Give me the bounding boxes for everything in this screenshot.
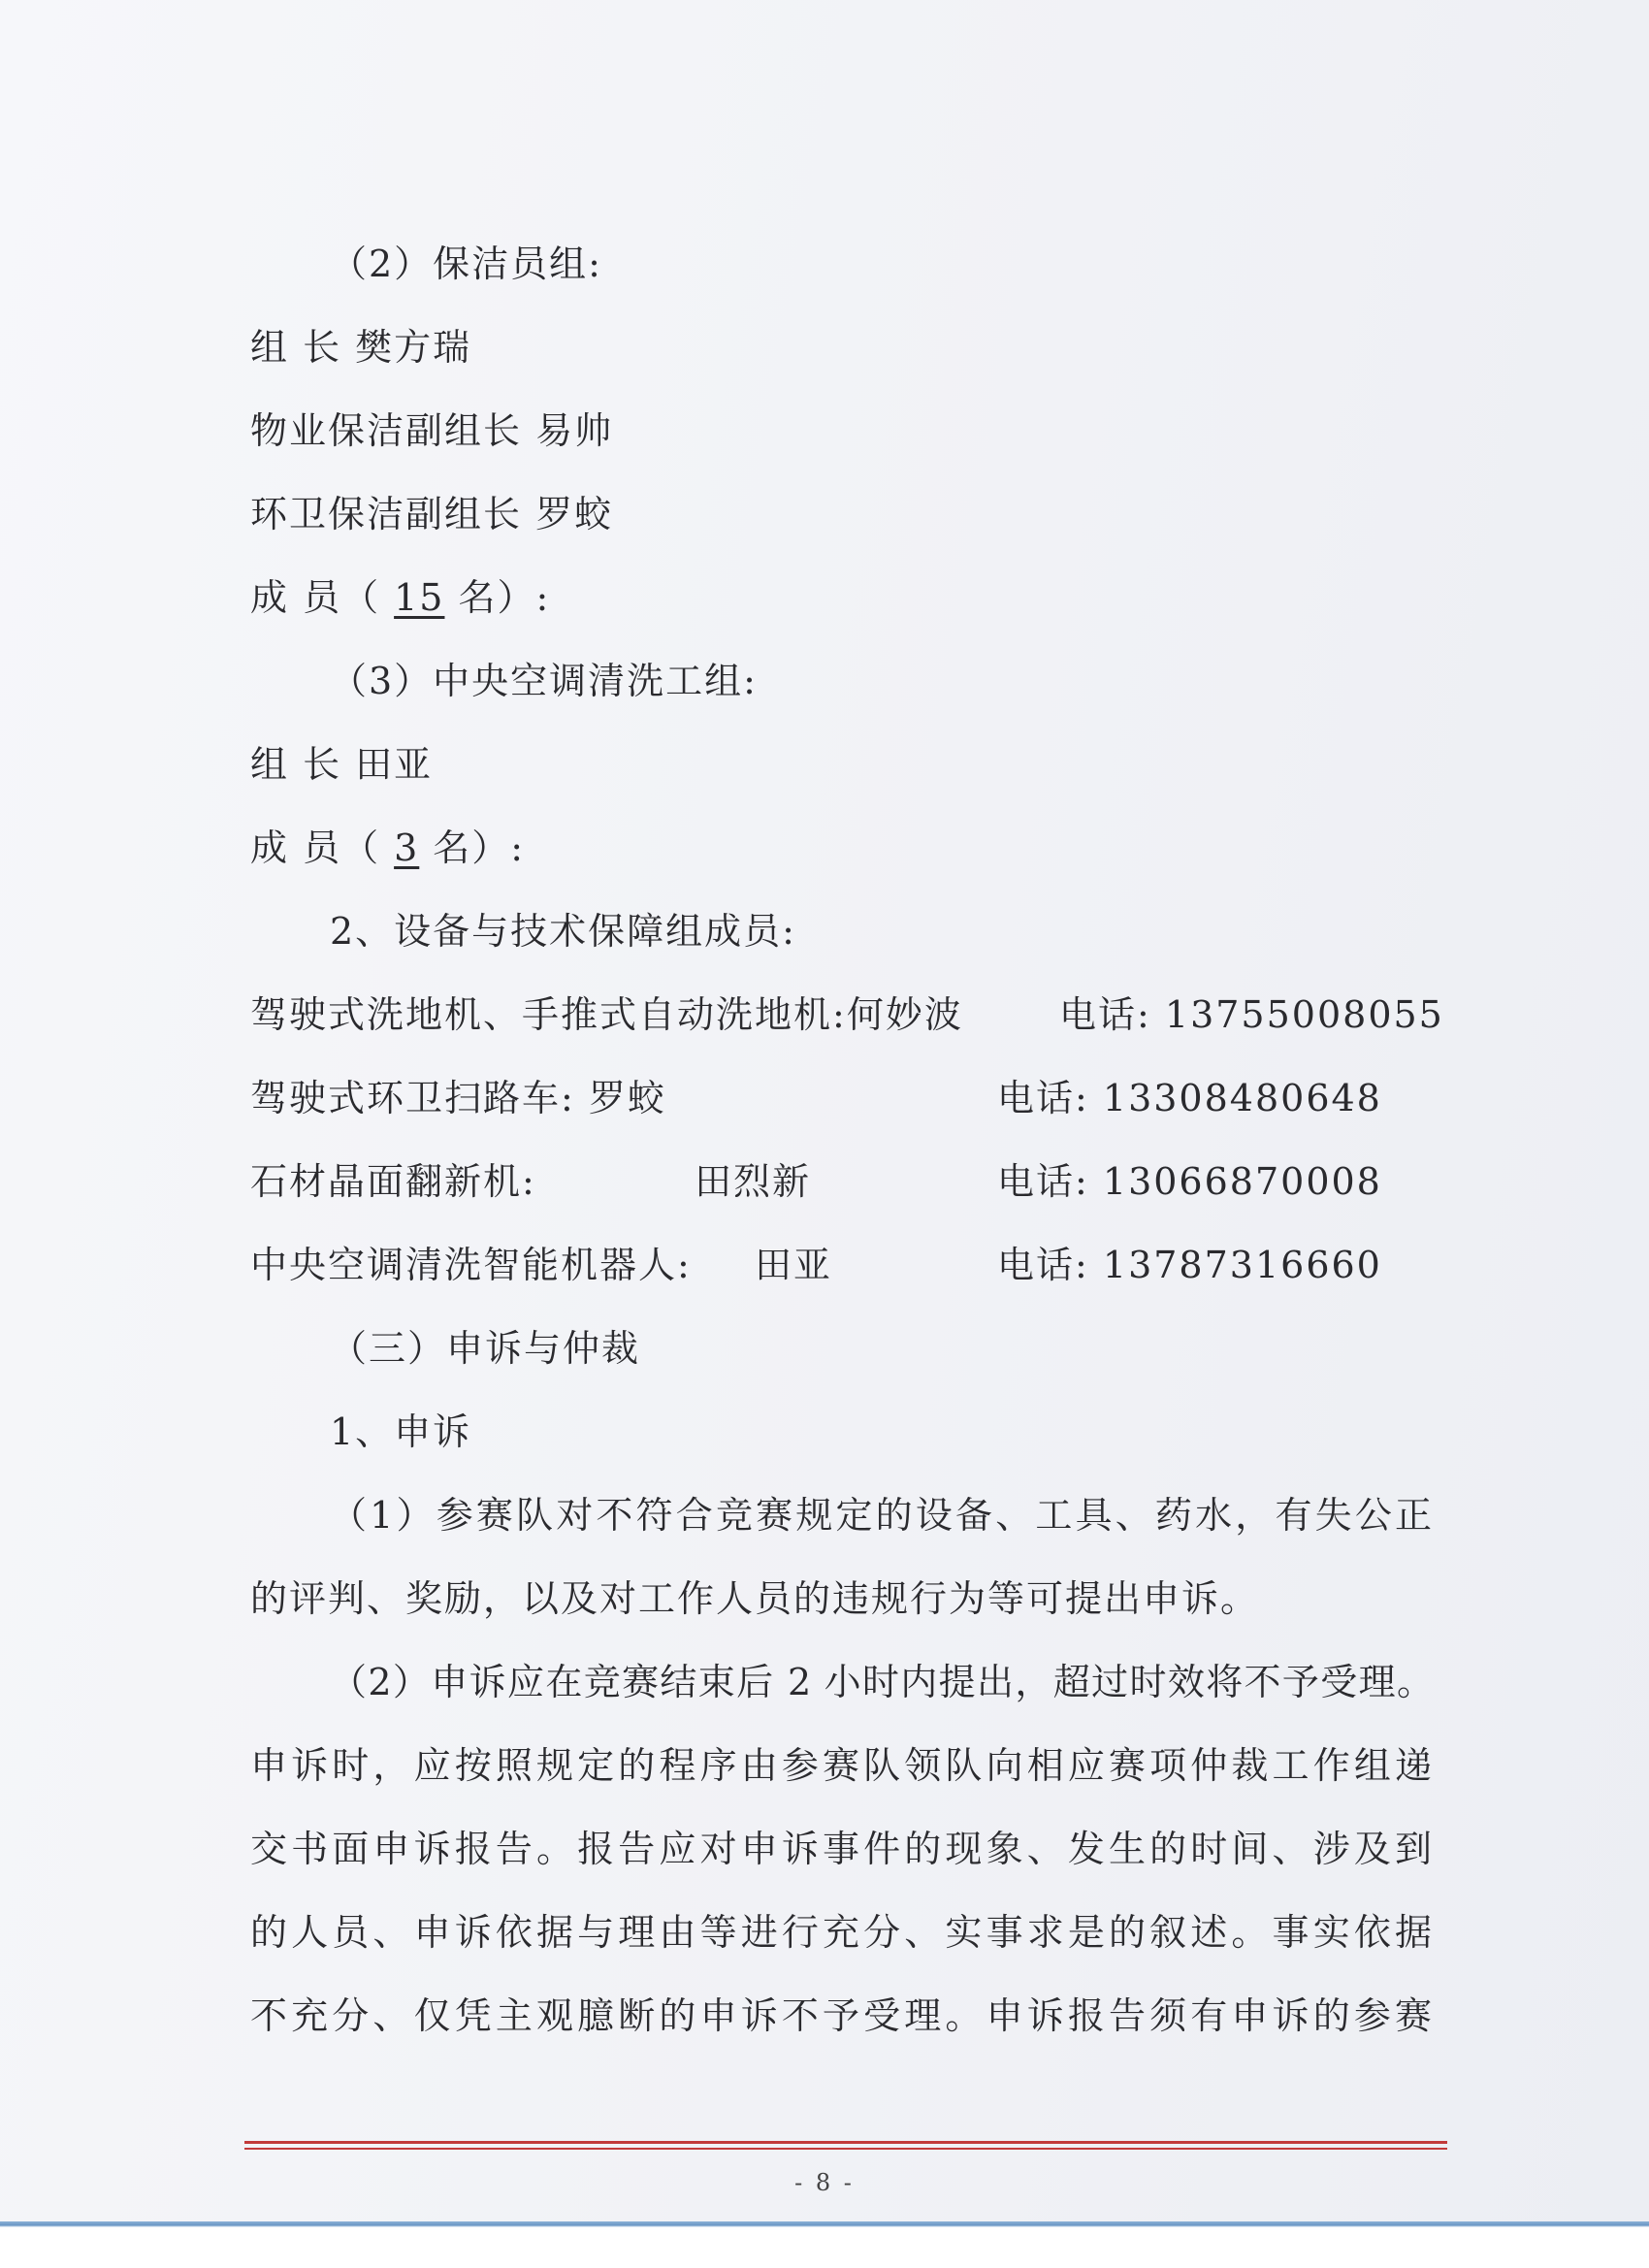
equipment-phone (997, 1242, 1382, 1288)
equipment-name: 石材晶面翻新机: (250, 1160, 536, 1203)
footer-rule (244, 2141, 1447, 2144)
equipment-name: 驾驶式环卫扫路车: (250, 1077, 575, 1119)
members-prefix: 成 员（ (250, 826, 381, 869)
equipment-person: 罗蛟 (588, 1077, 666, 1119)
phone-number: 13066870008 (1102, 1160, 1382, 1203)
paragraph-2-line-1: （2）申诉应在竞赛结束后 2 小时内提出，超过时效将不予受理。 (330, 1661, 1434, 1703)
ac-cleaning-group-heading: （3）中央空调清洗工组: (330, 660, 758, 702)
phone-label: 电话: (1059, 993, 1151, 1036)
phone-number: 13787316660 (1102, 1244, 1382, 1286)
scan-edge (0, 2221, 1649, 2268)
property-cleaning-deputy: 物业保洁副组长 易帅 (250, 409, 614, 452)
members-suffix: 名）: (458, 576, 551, 619)
equipment-phone (997, 1158, 1382, 1205)
paragraph-2-line-5: 不充分、仅凭主观臆断的申诉不予受理。申诉报告须有申诉的参赛 (250, 1994, 1434, 2037)
paragraph-1-line-2: 的评判、奖励，以及对工作人员的违规行为等可提出申诉。 (250, 1577, 1260, 1620)
appeal-arbitration-heading: （三）申诉与仲裁 (330, 1327, 641, 1370)
equipment-name: 中央空调清洗智能机器人: (250, 1244, 692, 1286)
cleaner-group-members (250, 574, 550, 621)
equipment-person-col: 田亚 (755, 1244, 833, 1286)
equipment-person: 何妙波 (846, 993, 963, 1036)
phone-label: 电话: (997, 1160, 1089, 1203)
paragraph-2-line-3: 交书面申诉报告。报告应对申诉事件的现象、发生的时间、涉及到 (250, 1828, 1434, 1870)
members-prefix: 成 员（ (250, 576, 381, 619)
cleaner-group-leader: 组 长 樊方瑞 (250, 326, 472, 369)
equipment-row (250, 1242, 692, 1288)
equipment-group-heading: 2、设备与技术保障组成员: (330, 910, 796, 953)
ac-cleaning-group-members (250, 825, 525, 871)
members-suffix: 名）: (433, 826, 526, 869)
equipment-name: 驾驶式洗地机、手推式自动洗地机: (250, 993, 847, 1036)
phone-number: 13755008055 (1164, 993, 1444, 1036)
ac-cleaning-group-leader: 组 长 田亚 (250, 743, 434, 786)
equipment-row (250, 1075, 666, 1121)
footer-rule-thin (244, 2148, 1447, 2150)
equipment-person-col: 田烈新 (695, 1160, 812, 1203)
equipment-row (250, 1158, 536, 1205)
page-number: - 8 - (794, 2169, 855, 2196)
phone-label: 电话: (997, 1244, 1089, 1286)
paragraph-1-line-1: （1）参赛队对不符合竞赛规定的设备、工具、药水，有失公正 (330, 1494, 1434, 1537)
sanitation-cleaning-deputy: 环卫保洁副组长 罗蛟 (250, 493, 614, 535)
equipment-phone (997, 1075, 1382, 1121)
equipment-row (250, 991, 963, 1038)
paragraph-2-line-2: 申诉时，应按照规定的程序由参赛队领队向相应赛项仲裁工作组递 (250, 1744, 1434, 1787)
equipment-phone (1059, 991, 1444, 1038)
phone-label: 电话: (997, 1077, 1089, 1119)
members-count: 3 (394, 826, 420, 869)
members-count: 15 (394, 576, 445, 619)
appeal-subheading: 1、申诉 (330, 1410, 472, 1453)
cleaner-group-heading: （2）保洁员组: (330, 243, 602, 285)
phone-number: 13308480648 (1102, 1077, 1382, 1119)
paragraph-2-line-4: 的人员、申诉依据与理由等进行充分、实事求是的叙述。事实依据 (250, 1911, 1434, 1954)
